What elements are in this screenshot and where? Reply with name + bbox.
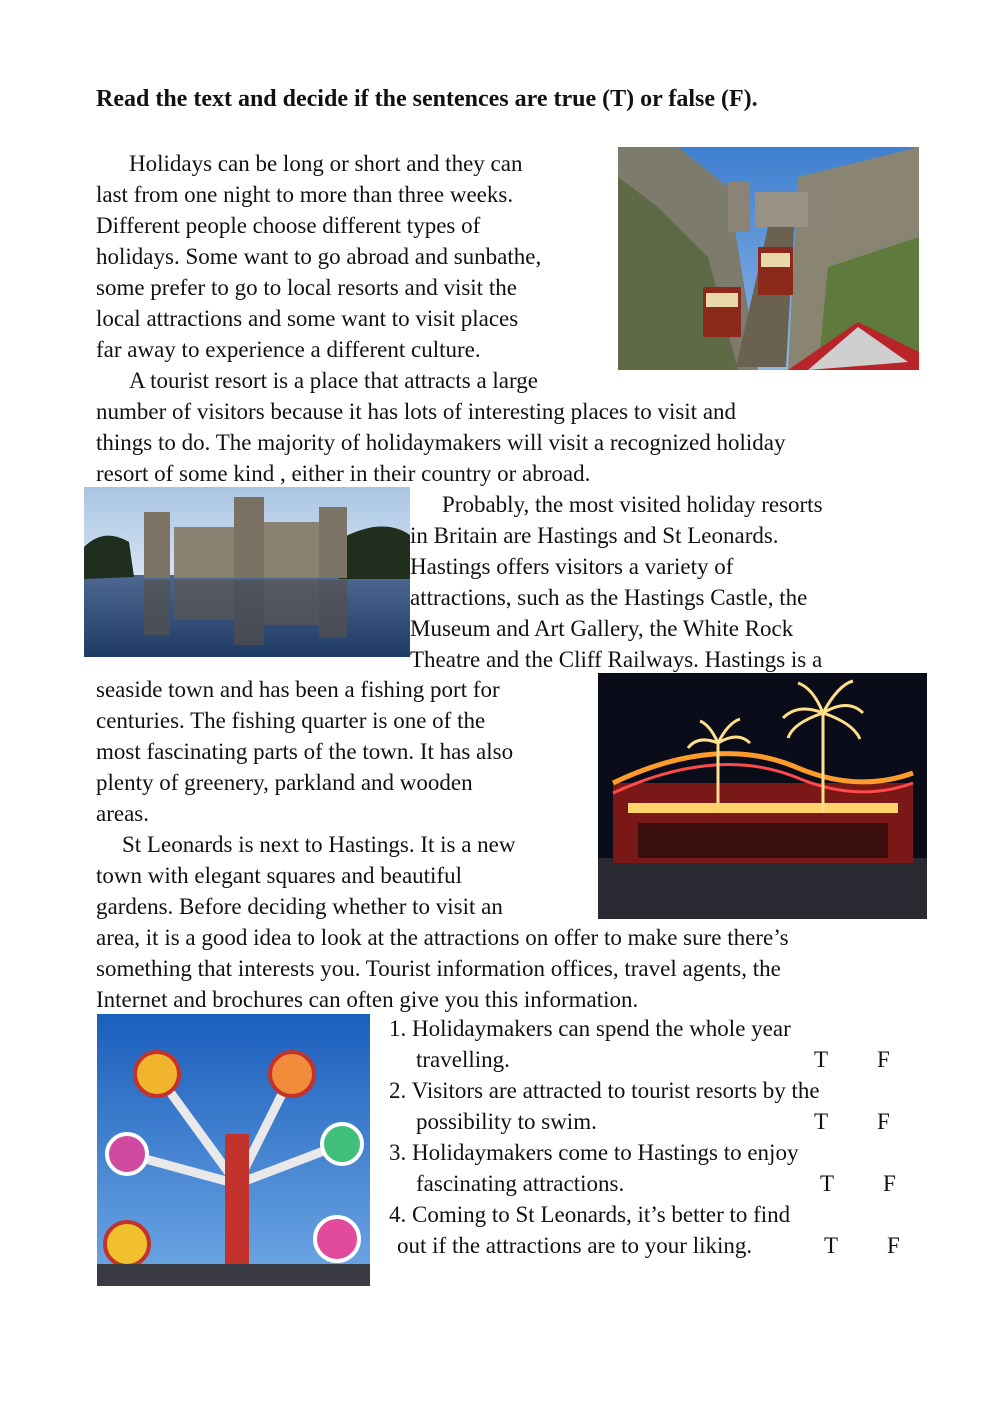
false-option[interactable]: F [883, 1171, 896, 1196]
castle-photo [84, 487, 410, 657]
text-line: area, it is a good idea to look at the attractions on offer to make sure there’s [96, 925, 789, 950]
true-option[interactable]: T [814, 1109, 829, 1134]
text-line: centuries. The fishing quarter is one of the [96, 708, 486, 733]
false-option[interactable]: F [877, 1047, 890, 1072]
question-4-text: 4. Coming to St Leonards, it’s better to find [389, 1202, 791, 1227]
text-line: Holidays can be long or short and they can [129, 151, 523, 176]
text-line: St Leonards is next to Hastings. It is a new [122, 832, 516, 857]
question-1-text: 1. Holidaymakers can spend the whole year [389, 1016, 791, 1041]
true-option[interactable]: T [824, 1233, 839, 1258]
question-2-text: 2. Visitors are attracted to tourist resorts by the [389, 1078, 820, 1103]
text-line: resort of some kind , either in their country or abroad. [96, 461, 591, 486]
text-line: Probably, the most visited holiday resorts [442, 492, 823, 517]
text-line: some prefer to go to local resorts and visit the [96, 275, 517, 300]
text-line: far away to experience a different culture. [96, 337, 481, 362]
true-option[interactable]: T [820, 1171, 835, 1196]
text-line: Museum and Art Gallery, the White Rock [410, 616, 794, 641]
text-line: most fascinating parts of the town. It has also [96, 739, 514, 764]
text-line: Internet and brochures can often give you this information. [96, 987, 639, 1012]
text-line: Different people choose different types of [96, 213, 481, 238]
text-line: Hastings offers visitors a variety of [410, 554, 734, 579]
instruction-title: Read the text and decide if the sentences are true (T) or false (F). [96, 86, 758, 112]
text-line: gardens. Before deciding whether to visit an [96, 894, 503, 919]
question-1-text: travelling. [416, 1047, 510, 1072]
casino-night-photo [598, 673, 927, 919]
cliff-railway-photo [618, 147, 919, 370]
false-option[interactable]: F [877, 1109, 890, 1134]
text-line: in Britain are Hastings and St Leonards. [410, 523, 779, 548]
question-4-text: out if the attractions are to your liking. [397, 1233, 753, 1258]
text-line: last from one night to more than three weeks. [96, 182, 514, 207]
false-option[interactable]: F [887, 1233, 900, 1258]
text-line: things to do. The majority of holidaymakers will visit a recognized holiday [96, 430, 786, 455]
text-line: A tourist resort is a place that attracts a large [129, 368, 538, 393]
fairground-ride-photo [97, 1014, 370, 1286]
text-line: town with elegant squares and beautiful [96, 863, 462, 888]
text-line: attractions, such as the Hastings Castle, the [410, 585, 808, 610]
question-2-text: possibility to swim. [416, 1109, 597, 1134]
text-line: areas. [96, 801, 149, 826]
text-line: number of visitors because it has lots of interesting places to visit and [96, 399, 737, 424]
text-line: holidays. Some want to go abroad and sunbathe, [96, 244, 542, 269]
text-line: plenty of greenery, parkland and wooden [96, 770, 473, 795]
question-3-text: fascinating attractions. [416, 1171, 625, 1196]
text-line: Theatre and the Cliff Railways. Hastings is a [410, 647, 823, 672]
text-line: seaside town and has been a fishing port for [96, 677, 500, 702]
text-line: something that interests you. Tourist information offices, travel agents, the [96, 956, 781, 981]
true-option[interactable]: T [814, 1047, 829, 1072]
text-line: local attractions and some want to visit places [96, 306, 519, 331]
question-3-text: 3. Holidaymakers come to Hastings to enjoy [389, 1140, 799, 1165]
